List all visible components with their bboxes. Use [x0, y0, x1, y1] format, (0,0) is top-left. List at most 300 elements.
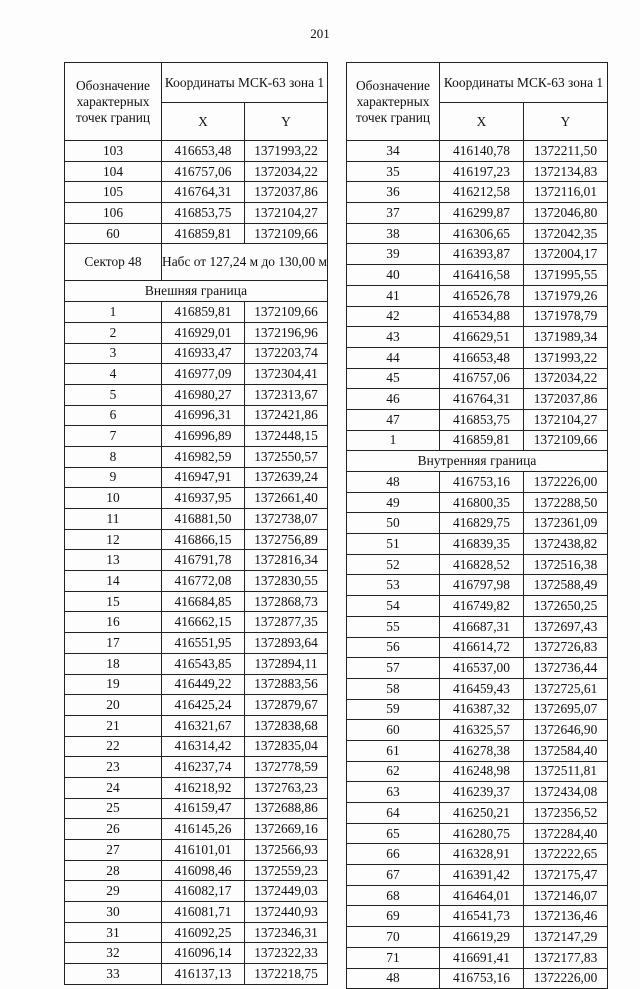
x-coordinate-cell: 416828,52 [440, 554, 524, 575]
table-row [65, 302, 328, 323]
y-coordinate-cell: 1372346,31 [245, 922, 328, 943]
x-coordinate-cell: 416537,00 [440, 658, 524, 679]
point-id-cell: 22 [65, 736, 162, 757]
x-coordinate-cell: 416662,15 [162, 612, 245, 633]
y-coordinate-cell: 1372868,73 [245, 591, 328, 612]
y-coordinate-cell: 1372688,86 [245, 798, 328, 819]
x-coordinate-cell: 416859,81 [162, 223, 245, 244]
point-id-cell: 49 [347, 492, 440, 513]
point-id-cell: 21 [65, 715, 162, 736]
left-table-body [65, 141, 328, 985]
x-coordinate-cell: 416096,14 [162, 943, 245, 964]
point-id-cell: 3 [65, 343, 162, 364]
table-row [65, 182, 328, 203]
point-id-cell: 57 [347, 658, 440, 679]
y-coordinate-cell: 1372559,23 [245, 860, 328, 881]
point-id-cell: 29 [65, 881, 162, 902]
x-coordinate-cell: 416137,13 [162, 964, 245, 985]
y-coordinate-cell: 1372516,38 [524, 554, 608, 575]
y-coordinate-cell: 1372726,83 [524, 637, 608, 658]
table-row [347, 161, 608, 182]
point-id-cell: 27 [65, 840, 162, 861]
table-row [347, 906, 608, 927]
table-row [65, 426, 328, 447]
x-coordinate-cell: 416459,43 [440, 678, 524, 699]
x-coordinate-cell: 416425,24 [162, 695, 245, 716]
table-row [65, 384, 328, 405]
point-id-cell: 105 [65, 182, 162, 203]
table-row [65, 922, 328, 943]
y-coordinate-cell: 1372838,68 [245, 715, 328, 736]
point-id-cell: 25 [65, 798, 162, 819]
y-coordinate-cell: 1372211,50 [524, 141, 608, 162]
y-column-header: Y [245, 103, 328, 141]
point-id-cell: 20 [65, 695, 162, 716]
table-row [65, 612, 328, 633]
y-coordinate-cell: 1372313,67 [245, 384, 328, 405]
y-coordinate-cell: 1372511,81 [524, 761, 608, 782]
x-coordinate-cell: 416082,17 [162, 881, 245, 902]
point-id-cell: 45 [347, 368, 440, 389]
y-coordinate-cell: 1372449,03 [245, 881, 328, 902]
y-coordinate-cell: 1372356,52 [524, 803, 608, 824]
point-id-cell: 66 [347, 844, 440, 865]
x-coordinate-cell: 416278,38 [440, 740, 524, 761]
point-id-cell: 54 [347, 596, 440, 617]
x-coordinate-cell: 416797,98 [440, 575, 524, 596]
table-row [65, 736, 328, 757]
y-coordinate-cell: 1372588,49 [524, 575, 608, 596]
x-coordinate-cell: 416653,48 [440, 347, 524, 368]
x-coordinate-cell: 416947,91 [162, 467, 245, 488]
table-row [347, 285, 608, 306]
point-id-cell: 15 [65, 591, 162, 612]
x-coordinate-cell: 416996,31 [162, 405, 245, 426]
table-row [347, 968, 608, 989]
point-id-cell: 58 [347, 678, 440, 699]
table-row [65, 161, 328, 182]
x-coordinate-cell: 416687,31 [440, 616, 524, 637]
y-coordinate-cell: 1372136,46 [524, 906, 608, 927]
table-row [347, 554, 608, 575]
table-row [65, 819, 328, 840]
x-coordinate-cell: 416691,41 [440, 947, 524, 968]
point-id-cell: 36 [347, 182, 440, 203]
table-row [347, 637, 608, 658]
table-row [65, 467, 328, 488]
table-row [347, 927, 608, 948]
point-id-cell: 104 [65, 161, 162, 182]
table-row [65, 902, 328, 923]
y-coordinate-cell: 1372037,86 [524, 389, 608, 410]
y-coordinate-cell: 1372222,65 [524, 844, 608, 865]
y-coordinate-cell: 1372816,34 [245, 550, 328, 571]
table-row [65, 964, 328, 985]
x-coordinate-cell: 416753,16 [440, 472, 524, 493]
table-row [347, 823, 608, 844]
table-row [347, 658, 608, 679]
y-coordinate-cell: 1372835,04 [245, 736, 328, 757]
y-coordinate-cell: 1372738,07 [245, 509, 328, 530]
point-id-cell: 103 [65, 141, 162, 162]
point-id-cell: 40 [347, 265, 440, 286]
point-id-cell: 31 [65, 922, 162, 943]
y-coordinate-cell: 1371989,34 [524, 327, 608, 348]
point-id-cell: 35 [347, 161, 440, 182]
x-coordinate-cell: 416757,06 [162, 161, 245, 182]
x-coordinate-cell: 416239,37 [440, 782, 524, 803]
table-row [65, 653, 328, 674]
table-row [65, 633, 328, 654]
point-id-cell: 60 [347, 720, 440, 741]
x-coordinate-cell: 416853,75 [162, 203, 245, 224]
point-id-cell: 1 [347, 430, 440, 451]
x-coordinate-cell: 416937,95 [162, 488, 245, 509]
point-id-cell: 69 [347, 906, 440, 927]
section-row [347, 451, 608, 472]
right-table-body [347, 141, 608, 989]
table-row [347, 513, 608, 534]
point-id-cell: 7 [65, 426, 162, 447]
point-id-cell: 2 [65, 322, 162, 343]
point-id-cell: 63 [347, 782, 440, 803]
point-id-cell: 47 [347, 409, 440, 430]
y-coordinate-cell: 1372695,07 [524, 699, 608, 720]
x-coordinate-cell: 416140,78 [440, 141, 524, 162]
x-coordinate-cell: 416464,01 [440, 885, 524, 906]
table-row [347, 472, 608, 493]
x-coordinate-cell: 416248,98 [440, 761, 524, 782]
table-row [65, 757, 328, 778]
y-coordinate-cell: 1372893,64 [245, 633, 328, 654]
point-id-cell: 60 [65, 223, 162, 244]
table-row [347, 368, 608, 389]
x-coordinate-cell: 416933,47 [162, 343, 245, 364]
point-id-cell: 24 [65, 777, 162, 798]
point-id-cell: 30 [65, 902, 162, 923]
y-coordinate-cell: 1372877,35 [245, 612, 328, 633]
table-row [65, 364, 328, 385]
y-coordinate-cell: 1372883,56 [245, 674, 328, 695]
y-coordinate-cell: 1372639,24 [245, 467, 328, 488]
point-id-cell: 48 [347, 968, 440, 989]
x-coordinate-cell: 416551,95 [162, 633, 245, 654]
y-coordinate-cell: 1372736,44 [524, 658, 608, 679]
x-coordinate-cell: 416839,35 [440, 534, 524, 555]
table-row [347, 244, 608, 265]
sector-label: Сектор 48 [65, 244, 162, 281]
point-id-cell: 44 [347, 347, 440, 368]
y-coordinate-cell: 1372756,89 [245, 529, 328, 550]
x-coordinate-cell: 416866,15 [162, 529, 245, 550]
table-row [347, 534, 608, 555]
table-row [347, 699, 608, 720]
table-row [65, 943, 328, 964]
x-coordinate-cell: 416416,58 [440, 265, 524, 286]
y-coordinate-cell: 1372697,43 [524, 616, 608, 637]
point-id-cell: 17 [65, 633, 162, 654]
point-id-cell: 56 [347, 637, 440, 658]
table-row [65, 591, 328, 612]
x-coordinate-cell: 416772,08 [162, 571, 245, 592]
point-id-cell: 4 [65, 364, 162, 385]
table-row [347, 596, 608, 617]
point-id-cell: 71 [347, 947, 440, 968]
y-coordinate-cell: 1372196,96 [245, 322, 328, 343]
x-coordinate-cell: 416929,01 [162, 322, 245, 343]
table-row [347, 761, 608, 782]
x-coordinate-cell: 416212,58 [440, 182, 524, 203]
x-column-header: X [162, 103, 245, 141]
y-coordinate-cell: 1372175,47 [524, 865, 608, 886]
x-coordinate-cell: 416829,75 [440, 513, 524, 534]
x-coordinate-cell: 416614,72 [440, 637, 524, 658]
coordinates-table-left [64, 62, 328, 985]
coordinates-header: Координаты МСК-63 зона 1 [440, 63, 608, 103]
table-row [65, 715, 328, 736]
point-id-cell: 68 [347, 885, 440, 906]
point-id-cell: 13 [65, 550, 162, 571]
x-coordinate-cell: 416853,75 [440, 409, 524, 430]
point-id-cell: 1 [65, 302, 162, 323]
x-coordinate-cell: 416859,81 [162, 302, 245, 323]
x-coordinate-cell: 416684,85 [162, 591, 245, 612]
y-coordinate-cell: 1372004,17 [524, 244, 608, 265]
table-row [65, 881, 328, 902]
y-coordinate-cell: 1372146,07 [524, 885, 608, 906]
y-coordinate-cell: 1372778,59 [245, 757, 328, 778]
y-coordinate-cell: 1372440,93 [245, 902, 328, 923]
section-title: Внешняя граница [65, 281, 328, 302]
point-id-cell: 28 [65, 860, 162, 881]
x-coordinate-cell: 416101,01 [162, 840, 245, 861]
x-coordinate-cell: 416977,09 [162, 364, 245, 385]
y-coordinate-cell: 1372584,40 [524, 740, 608, 761]
x-coordinate-cell: 416996,89 [162, 426, 245, 447]
x-coordinate-cell: 416881,50 [162, 509, 245, 530]
x-coordinate-cell: 416098,46 [162, 860, 245, 881]
y-coordinate-cell: 1372361,09 [524, 513, 608, 534]
point-id-cell: 14 [65, 571, 162, 592]
table-row [347, 575, 608, 596]
y-coordinate-cell: 1371979,26 [524, 285, 608, 306]
point-id-cell: 51 [347, 534, 440, 555]
x-coordinate-cell: 416328,91 [440, 844, 524, 865]
x-coordinate-cell: 416629,51 [440, 327, 524, 348]
table-row [347, 306, 608, 327]
point-id-cell: 39 [347, 244, 440, 265]
point-id-cell: 26 [65, 819, 162, 840]
table-row [65, 509, 328, 530]
y-coordinate-cell: 1372438,82 [524, 534, 608, 555]
x-coordinate-cell: 416145,26 [162, 819, 245, 840]
y-coordinate-cell: 1372034,22 [524, 368, 608, 389]
x-coordinate-cell: 416325,57 [440, 720, 524, 741]
x-coordinate-cell: 416218,92 [162, 777, 245, 798]
table-row [347, 182, 608, 203]
x-coordinate-cell: 416541,73 [440, 906, 524, 927]
y-coordinate-cell: 1372116,01 [524, 182, 608, 203]
point-id-cell: 42 [347, 306, 440, 327]
point-designation-header: Обозначение характерных точек границ [347, 63, 440, 141]
table-row [65, 223, 328, 244]
point-id-cell: 33 [65, 964, 162, 985]
y-coordinate-cell: 1371993,22 [245, 141, 328, 162]
table-row [65, 860, 328, 881]
y-coordinate-cell: 1372037,86 [245, 182, 328, 203]
point-id-cell: 37 [347, 203, 440, 224]
y-coordinate-cell: 1372226,00 [524, 968, 608, 989]
point-id-cell: 32 [65, 943, 162, 964]
point-id-cell: 5 [65, 384, 162, 405]
x-coordinate-cell: 416800,35 [440, 492, 524, 513]
point-id-cell: 59 [347, 699, 440, 720]
y-coordinate-cell: 1372894,11 [245, 653, 328, 674]
point-id-cell: 23 [65, 757, 162, 778]
table-row [347, 347, 608, 368]
table-row [347, 678, 608, 699]
sector-elevation-note: Набс от 127,24 м до 130,00 м [162, 244, 328, 281]
y-coordinate-cell: 1372104,27 [524, 409, 608, 430]
y-coordinate-cell: 1372434,08 [524, 782, 608, 803]
section-row [65, 281, 328, 302]
y-coordinate-cell: 1372304,41 [245, 364, 328, 385]
y-coordinate-cell: 1372226,00 [524, 472, 608, 493]
x-coordinate-cell: 416197,23 [440, 161, 524, 182]
y-coordinate-cell: 1372879,67 [245, 695, 328, 716]
point-id-cell: 9 [65, 467, 162, 488]
x-coordinate-cell: 416449,22 [162, 674, 245, 695]
y-coordinate-cell: 1372046,80 [524, 203, 608, 224]
table-row [347, 947, 608, 968]
x-coordinate-cell: 416393,87 [440, 244, 524, 265]
x-coordinate-cell: 416791,78 [162, 550, 245, 571]
x-column-header: X [440, 103, 524, 141]
table-row [65, 695, 328, 716]
y-coordinate-cell: 1372646,90 [524, 720, 608, 741]
y-coordinate-cell: 1372134,83 [524, 161, 608, 182]
point-id-cell: 53 [347, 575, 440, 596]
y-coordinate-cell: 1372104,27 [245, 203, 328, 224]
y-coordinate-cell: 1372177,83 [524, 947, 608, 968]
table-row [347, 616, 608, 637]
y-coordinate-cell: 1372284,40 [524, 823, 608, 844]
table-row [347, 740, 608, 761]
point-id-cell: 38 [347, 223, 440, 244]
table-row [65, 446, 328, 467]
coordinates-header: Координаты МСК-63 зона 1 [162, 63, 328, 103]
point-id-cell: 34 [347, 141, 440, 162]
table-row [347, 885, 608, 906]
x-coordinate-cell: 416314,42 [162, 736, 245, 757]
point-id-cell: 6 [65, 405, 162, 426]
table-row [347, 492, 608, 513]
table-row [65, 488, 328, 509]
y-coordinate-cell: 1372322,33 [245, 943, 328, 964]
x-coordinate-cell: 416764,31 [440, 389, 524, 410]
x-coordinate-cell: 416982,59 [162, 446, 245, 467]
point-id-cell: 41 [347, 285, 440, 306]
y-coordinate-cell: 1372109,66 [245, 302, 328, 323]
x-coordinate-cell: 416387,32 [440, 699, 524, 720]
point-id-cell: 50 [347, 513, 440, 534]
table-row [347, 430, 608, 451]
point-id-cell: 16 [65, 612, 162, 633]
point-id-cell: 65 [347, 823, 440, 844]
table-row [65, 777, 328, 798]
y-coordinate-cell: 1372650,25 [524, 596, 608, 617]
y-coordinate-cell: 1372725,61 [524, 678, 608, 699]
x-coordinate-cell: 416980,27 [162, 384, 245, 405]
y-coordinate-cell: 1372034,22 [245, 161, 328, 182]
table-row [347, 141, 608, 162]
table-row [347, 720, 608, 741]
x-coordinate-cell: 416081,71 [162, 902, 245, 923]
x-coordinate-cell: 416653,48 [162, 141, 245, 162]
page-number: 201 [310, 26, 330, 41]
x-coordinate-cell: 416092,25 [162, 922, 245, 943]
table-row [347, 389, 608, 410]
table-row [65, 840, 328, 861]
table-row [347, 409, 608, 430]
y-coordinate-cell: 1372042,35 [524, 223, 608, 244]
section-title: Внутренняя граница [347, 451, 608, 472]
y-coordinate-cell: 1372288,50 [524, 492, 608, 513]
y-coordinate-cell: 1371978,79 [524, 306, 608, 327]
table-row [347, 782, 608, 803]
table-row [347, 865, 608, 886]
table-row [65, 322, 328, 343]
y-coordinate-cell: 1372203,74 [245, 343, 328, 364]
x-coordinate-cell: 416237,74 [162, 757, 245, 778]
x-coordinate-cell: 416749,82 [440, 596, 524, 617]
table-row [347, 327, 608, 348]
x-coordinate-cell: 416526,78 [440, 285, 524, 306]
x-coordinate-cell: 416321,67 [162, 715, 245, 736]
point-id-cell: 11 [65, 509, 162, 530]
point-id-cell: 48 [347, 472, 440, 493]
point-id-cell: 61 [347, 740, 440, 761]
point-id-cell: 46 [347, 389, 440, 410]
point-id-cell: 12 [65, 529, 162, 550]
sector-row [65, 244, 328, 281]
point-id-cell: 62 [347, 761, 440, 782]
x-coordinate-cell: 416753,16 [440, 968, 524, 989]
point-id-cell: 67 [347, 865, 440, 886]
y-coordinate-cell: 1372421,86 [245, 405, 328, 426]
coordinates-table-right [346, 62, 608, 989]
y-coordinate-cell: 1372661,40 [245, 488, 328, 509]
point-id-cell: 106 [65, 203, 162, 224]
y-coordinate-cell: 1372109,66 [524, 430, 608, 451]
x-coordinate-cell: 416280,75 [440, 823, 524, 844]
y-coordinate-cell: 1372109,66 [245, 223, 328, 244]
table-row [65, 550, 328, 571]
table-row [347, 803, 608, 824]
point-id-cell: 10 [65, 488, 162, 509]
y-coordinate-cell: 1371995,55 [524, 265, 608, 286]
x-coordinate-cell: 416250,21 [440, 803, 524, 824]
table-row [347, 265, 608, 286]
y-coordinate-cell: 1372763,23 [245, 777, 328, 798]
table-row [65, 674, 328, 695]
y-coordinate-cell: 1372830,55 [245, 571, 328, 592]
table-row [65, 529, 328, 550]
x-coordinate-cell: 416764,31 [162, 182, 245, 203]
x-coordinate-cell: 416299,87 [440, 203, 524, 224]
x-coordinate-cell: 416391,42 [440, 865, 524, 886]
y-coordinate-cell: 1372218,75 [245, 964, 328, 985]
